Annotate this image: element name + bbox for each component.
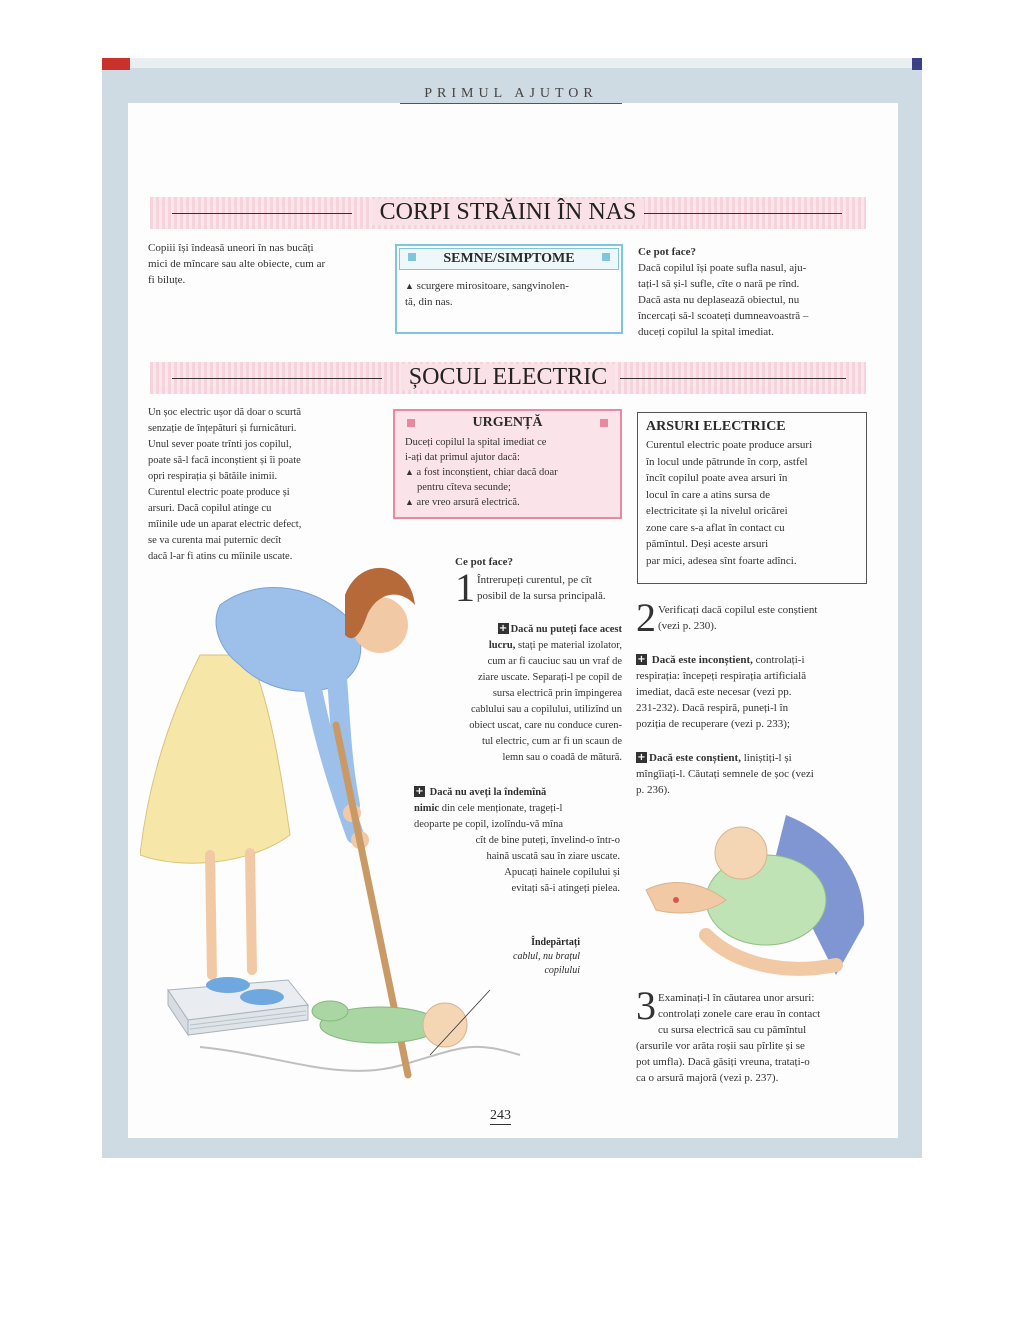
scan-top-strip — [102, 58, 922, 68]
urgent-box: URGENȚĂ Duceți copilul la spital imediat ce i-ați dat primul ajutor dacă: ▲ a fost inconștient, chiar dacă doar pentru cîteva secunde; ▲ are vreo arsură electrică. — [393, 409, 622, 519]
step3: 3 Examinați-l în căutarea unor arsuri: controlați zonele care erau în contact cu sursa electrică sau cu pămîntul (arsurile vor arăta roșii sau pîrlite și se pot umfla). Dacă găsiți vreuna, tratați-o ca o arsură majoră (vezi p. 237). — [636, 983, 821, 1084]
illustration-caption: Îndepărtați cablul, nu brațul copilului — [513, 937, 580, 976]
what-to-do-foreign-bodies: Ce pot face? Dacă copilul își poate sufla nasul, aju- tați-l să și-l sufle, cîte o nară pe rînd. Dacă asta nu deplasează obiectul, nu încercați să-l scoateți dumneavoastră – duceți copilul la spital imediat. — [638, 246, 809, 338]
skirt — [140, 655, 290, 863]
section-band-electric-shock — [150, 362, 866, 394]
burn-mark — [673, 897, 679, 903]
section-title-electric-shock: ȘOCUL ELECTRIC — [401, 364, 615, 390]
step1-nothing-available: + Dacă nu aveți la îndemînă nimic din cele menționate, trageți-l deoparte pe copil, izolîndu-vă mîna cît de bine puteți, învelind-o într-o haină uscată sau în ziare uscate. Apucați hainele copilului și evitați să-i atingeți pielea. — [414, 786, 620, 894]
blue-corner-mark — [912, 58, 922, 70]
what-to-do-electric: Ce pot face? 1 Întrerupeți curentul, pe cît posibil de la sursa principală. — [455, 556, 606, 610]
intro-foreign-bodies: Copiii își îndeasă uneori în nas bucăți mici de mîncare sau alte obiecte, cum ar fi biluțe. — [148, 242, 326, 286]
step-number: 1 — [455, 565, 475, 610]
triangle-bullet-icon: ▲ — [405, 467, 414, 477]
square-icon — [408, 253, 416, 261]
red-corner-mark — [102, 58, 130, 70]
page-number: 243 — [490, 1108, 511, 1123]
shoe — [240, 989, 284, 1005]
square-icon — [407, 419, 415, 427]
intro-electric-shock: Un șoc electric ușor dă doar o scurtă senzație de înțepături și furnicături. Unul sever poate trînti jos copilul, poate să-l facă inconștient și îi poate opri respirația și bătăile inimii. Curentul electric poate produce și arsuri. Dacă copilul atinge cu mîinile ude un aparat electric defect, se va curenta mai puternic decît dacă l-ar fi atins cu mîinile uscate. — [148, 407, 302, 562]
step-number: 2 — [636, 595, 656, 640]
step2-conscious: + Dacă este conștient, liniștiți-l și mîngîiați-l. Căutați semnele de șoc (vezi p. 236). — [636, 752, 814, 796]
shoe — [206, 977, 250, 993]
baby-head — [715, 827, 767, 879]
step2: 2 Verificați dacă copilul este conștient (vezi p. 230). — [636, 595, 818, 640]
section-title-foreign-bodies: CORPI STRĂINI ÎN NAS — [372, 199, 645, 225]
step2-unconscious: + Dacă este inconștient, controlați-i respirația: începeți respirația artificială imediat, dacă este necesar (vezi pp. 231-232). Dacă respiră, puneți-l în poziția de recuperare (vezi p. 233); — [636, 654, 807, 730]
square-icon — [600, 419, 608, 427]
urgent-title: URGENȚĂ — [472, 415, 543, 430]
signs-title: SEMNE/SIMPTOME — [443, 251, 575, 266]
triangle-bullet-icon: ▲ — [405, 281, 414, 291]
burns-title: ARSURI ELECTRICE — [646, 419, 786, 434]
triangle-bullet-icon: ▲ — [405, 497, 414, 507]
step-number: 3 — [636, 983, 656, 1028]
step1-alternative: + Dacă nu puteți face acest lucru, stați pe material izolator, cum ar fi cauciuc sau un vraf de ziare uscate. Separați-l pe copil de sursa electrică prin împingerea cablului sau a copilului, utilizînd un obiect uscat, care nu conduce curen- tul electric, cum ar fi un scaun de lemn sau o coadă de mătură. — [469, 623, 622, 763]
signs-box: SEMNE/SIMPTOME ▲ scurgere mirositoare, sangvinolen- tă, din nas. — [395, 244, 623, 334]
plus-icon: + — [637, 752, 646, 763]
section-band-foreign-bodies — [150, 197, 866, 229]
running-header: PRIMUL AJUTOR — [400, 86, 622, 104]
illustration-comforting-baby — [636, 815, 866, 985]
square-icon — [602, 253, 610, 261]
plus-icon: + — [498, 623, 508, 634]
plus-icon: + — [637, 654, 646, 665]
electric-burns-box: ARSURI ELECTRICE Curentul electric poate produce arsuri în locul unde pătrunde în corp, astfel încît copilul poate avea arsuri în locul în care a atins sursa de electricitate și la nivelul oricărei zone care s-a aflat în contact cu pămîntul. Deși aceste arsuri par mici, adesea sînt foarte adînci. — [637, 412, 867, 584]
plus-icon: + — [415, 786, 424, 797]
